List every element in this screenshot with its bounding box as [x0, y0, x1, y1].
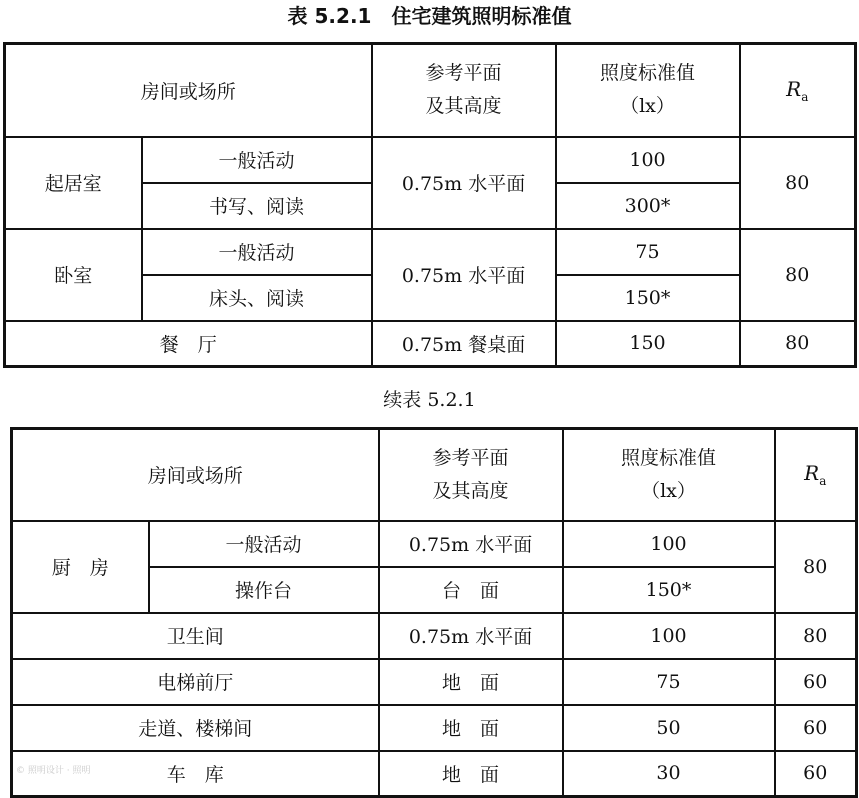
- cell-lux: 100: [556, 137, 740, 183]
- table-row: [5, 321, 856, 367]
- ra-symbol: R: [786, 76, 802, 101]
- cell-ra: 60: [775, 751, 857, 797]
- cell-activity: 书写、阅读: [142, 183, 372, 229]
- header-reference-plane: [379, 429, 563, 521]
- cell-plane: 0.75m 水平面: [372, 137, 556, 229]
- table-row: [12, 613, 857, 659]
- ra-subscript: a: [801, 89, 809, 104]
- cell-room: 卫生间: [12, 613, 379, 659]
- header-lux-line2: （lx）: [641, 479, 696, 502]
- cell-room: 走道、楼梯间: [12, 705, 379, 751]
- cell-plane: 0.75m 水平面: [379, 613, 563, 659]
- cell-plane: 地 面: [379, 751, 563, 797]
- header-room: 房间或场所: [5, 44, 372, 137]
- header-room: 房间或场所: [12, 429, 379, 521]
- table-header-row: [5, 44, 856, 137]
- cell-room: 厨 房: [12, 521, 149, 613]
- cell-plane: 台 面: [379, 567, 563, 613]
- table-row: [12, 659, 857, 705]
- cell-activity: 床头、阅读: [142, 275, 372, 321]
- header-plane-line1: 参考平面: [432, 446, 509, 469]
- cell-activity: 一般活动: [142, 229, 372, 275]
- header-lux-line1: 照度标准值: [600, 62, 696, 85]
- cell-room: 车 库: [12, 751, 379, 797]
- header-lux-line1: 照度标准值: [621, 446, 717, 469]
- cell-activity: 一般活动: [142, 137, 372, 183]
- cell-ra: 60: [775, 705, 857, 751]
- continued-table-title: 续表 5.2.1: [383, 389, 476, 411]
- cell-ra: 80: [740, 137, 856, 229]
- cell-lux: 100: [563, 613, 775, 659]
- cell-lux: 150*: [556, 275, 740, 321]
- ra-subscript: a: [819, 474, 827, 489]
- table-row: [5, 229, 856, 275]
- lighting-standards-table-continued: [10, 427, 858, 798]
- cell-plane: 地 面: [379, 659, 563, 705]
- cell-lux: 150*: [563, 567, 775, 613]
- cell-room: 电梯前厅: [12, 659, 379, 705]
- cell-ra: 80: [775, 521, 857, 613]
- cell-plane: 0.75m 水平面: [372, 229, 556, 321]
- watermark: © 照明设计 · 照明: [16, 766, 91, 776]
- cell-room: 餐 厅: [5, 321, 372, 367]
- cell-room: 卧室: [5, 229, 142, 321]
- cell-room: 起居室: [5, 137, 142, 229]
- header-reference-plane: [372, 44, 556, 137]
- cell-ra: 80: [775, 613, 857, 659]
- cell-lux: 75: [563, 659, 775, 705]
- cell-lux: 50: [563, 705, 775, 751]
- cell-activity: 一般活动: [149, 521, 379, 567]
- header-illuminance: [556, 44, 740, 137]
- cell-lux: 150: [556, 321, 740, 367]
- cell-activity: 操作台: [149, 567, 379, 613]
- cell-lux: 75: [556, 229, 740, 275]
- header-plane-line2: 及其高度: [432, 479, 509, 502]
- header-lux-line2: （lx）: [620, 95, 675, 118]
- cell-lux: 300*: [556, 183, 740, 229]
- cell-lux: 100: [563, 521, 775, 567]
- cell-ra: 80: [740, 229, 856, 321]
- header-plane-line1: 参考平面: [425, 62, 502, 85]
- cell-plane: 0.75m 餐桌面: [372, 321, 556, 367]
- table-header-row: [12, 429, 857, 521]
- table-row: [12, 521, 857, 567]
- header-ra: [740, 44, 856, 137]
- table-title: 表 5.2.1 住宅建筑照明标准值: [287, 4, 572, 28]
- cell-ra: 60: [775, 659, 857, 705]
- cell-lux: 30: [563, 751, 775, 797]
- cell-ra: 80: [740, 321, 856, 367]
- table-row: [5, 137, 856, 183]
- cell-plane: 0.75m 水平面: [379, 521, 563, 567]
- lighting-standards-table: [3, 42, 857, 368]
- table-row: [12, 705, 857, 751]
- cell-plane: 地 面: [379, 705, 563, 751]
- header-ra: [775, 429, 857, 521]
- header-illuminance: [563, 429, 775, 521]
- ra-symbol: R: [804, 461, 820, 486]
- header-plane-line2: 及其高度: [425, 95, 502, 118]
- table-row: [12, 751, 857, 797]
